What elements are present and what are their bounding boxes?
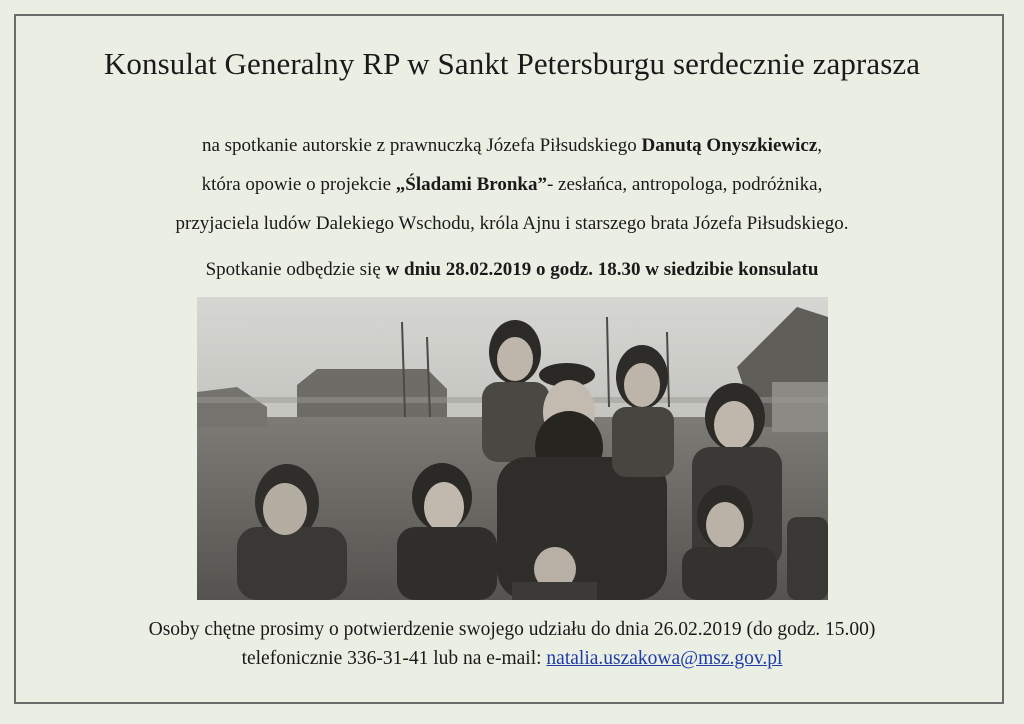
project-name: „Śladami Bronka” <box>395 174 547 195</box>
invite-comma: , <box>817 135 822 156</box>
invite-text: która opowie o projekcie <box>201 174 396 195</box>
contact-text: telefonicznie 336-31-41 lub na e-mail: <box>241 648 547 669</box>
email-link[interactable]: natalia.uszakowa@msz.gov.pl <box>546 648 783 669</box>
meeting-details <box>0 258 1024 282</box>
invite-line-3: przyjaciela ludów Dalekiego Wschodu, króla Ajnu i starszego brata Józefa Piłsudskiego. <box>175 213 849 234</box>
invite-line-1 <box>0 134 1024 158</box>
historical-photo <box>197 297 828 600</box>
contact-line <box>0 647 1024 671</box>
invite-text: - zesłańca, antropologa, podróżnika, <box>546 174 823 195</box>
event-heading: Konsulat Generalny RP w Sankt Petersburgu serdecznie zaprasza <box>103 46 921 81</box>
invite-line-2 <box>0 173 1024 197</box>
author-name: Danutą Onyszkiewicz <box>641 135 818 156</box>
meeting-date-place: w dniu 28.02.2019 o godz. 18.30 w siedzibie konsulatu <box>385 259 819 280</box>
photo-illustration <box>197 297 828 600</box>
rsvp-line: Osoby chętne prosimy o potwierdzenie swojego udziału do dnia 26.02.2019 (do godz. 15.00) <box>148 619 876 640</box>
invite-text: na spotkanie autorskie z prawnuczką Józefa Piłsudskiego <box>201 135 642 156</box>
meeting-prefix: Spotkanie odbędzie się <box>205 259 386 280</box>
